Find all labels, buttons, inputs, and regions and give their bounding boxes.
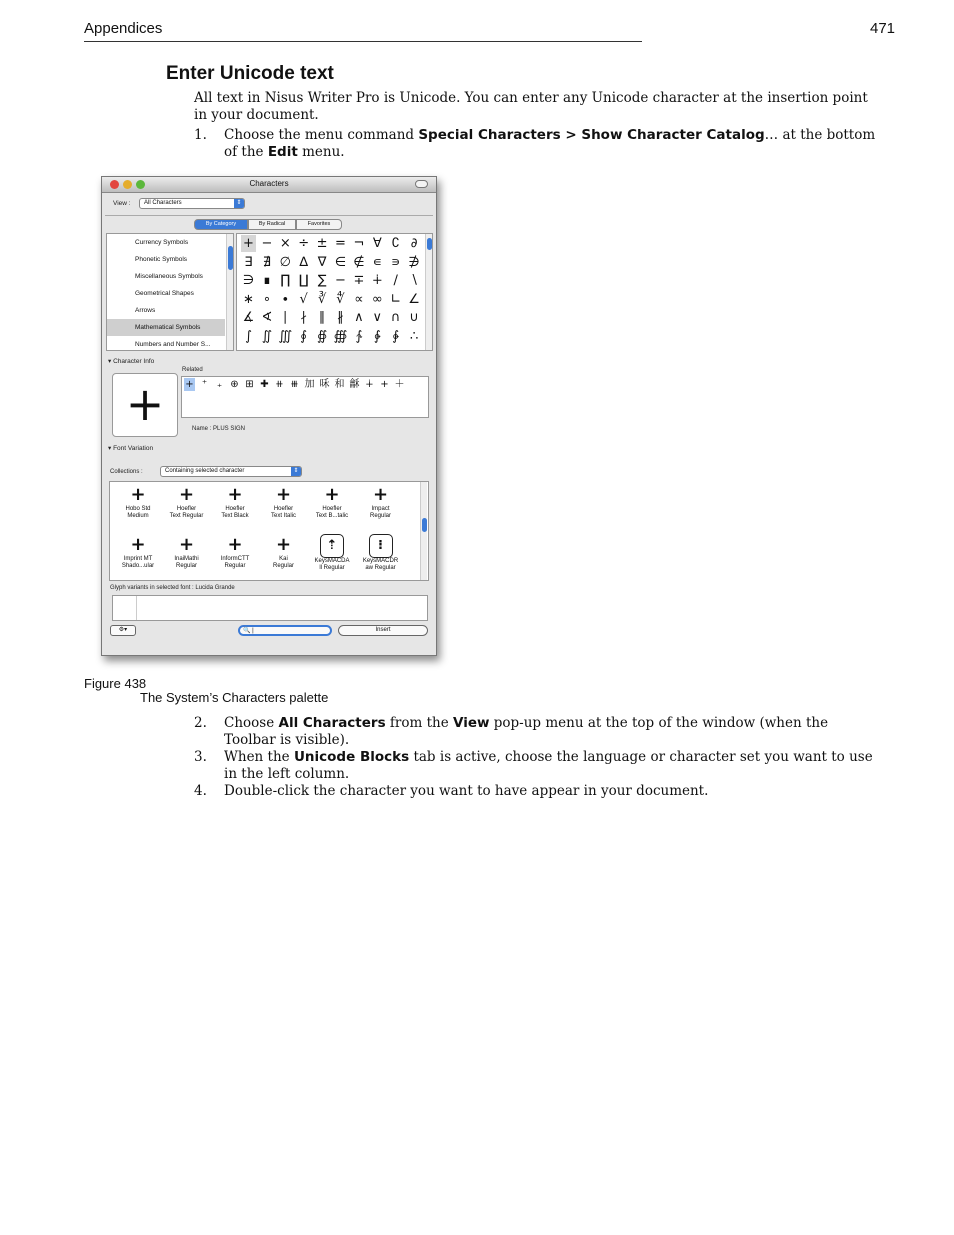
font-variation-label: ▾ Font Variation — [108, 445, 154, 452]
section-heading: Enter Unicode text — [166, 63, 334, 84]
collections-value: Containing selected character — [165, 468, 245, 474]
figure-caption: The System’s Characters palette — [140, 690, 329, 705]
font-glyph: ⁝ — [369, 534, 393, 558]
scroll-thumb[interactable] — [422, 518, 427, 532]
character-info-text: Character Info — [113, 358, 155, 365]
glyph-variants-box — [112, 595, 428, 621]
symbol-cell[interactable]: ∧ — [354, 310, 364, 325]
related-char[interactable]: ⊕ — [230, 379, 239, 390]
symbol-cell[interactable]: ∫ — [245, 328, 252, 344]
symbol-cell[interactable]: ∆ — [299, 254, 309, 270]
font-name: Impact — [371, 506, 390, 512]
category-scrollbar[interactable] — [226, 234, 233, 350]
font-variation-text: Font Variation — [113, 445, 154, 452]
view-popup[interactable] — [139, 198, 245, 209]
symbol-cell[interactable]: ∳ — [392, 328, 400, 344]
step-number: 1. — [194, 127, 207, 143]
symbol-cell[interactable]: ∄ — [262, 254, 271, 270]
symbol-cell[interactable]: ∢ — [261, 310, 273, 325]
step-number: 4. — [194, 783, 207, 799]
step-text: menu. — [297, 144, 345, 160]
symbol-cell[interactable]: ∜ — [336, 291, 345, 307]
font-style: Text B...talic — [315, 513, 349, 519]
related-char[interactable]: ∔ — [365, 379, 374, 390]
category-item[interactable]: Geometrical Shapes — [135, 290, 194, 297]
font-style: Regular — [175, 563, 197, 569]
symbol-cell[interactable]: ∏ — [280, 273, 291, 288]
scroll-thumb[interactable] — [228, 246, 233, 270]
symbol-cell[interactable]: ∣ — [282, 310, 289, 325]
tab-by-radical[interactable]: By Radical — [248, 219, 296, 230]
menu-item: All Characters — [278, 715, 386, 731]
character-info-label: ▾ Character Info — [108, 358, 155, 365]
symbol-cell[interactable]: ∍ — [391, 254, 401, 270]
step-text: Choose — [224, 715, 279, 731]
tab-by-category[interactable]: By Category — [194, 219, 248, 230]
view-label: View : — [113, 200, 131, 207]
font-glyph: + — [178, 534, 195, 555]
font-variation-cell[interactable] — [308, 484, 356, 520]
step-text: Choose the menu command — [224, 127, 419, 143]
tab-name: Unicode Blocks — [293, 749, 410, 765]
font-style: Text Italic — [270, 513, 296, 519]
symbol-cell[interactable]: ∞ — [371, 291, 383, 307]
step-2 — [194, 715, 884, 749]
header-section: Appendices — [84, 20, 163, 37]
tab-favorites[interactable]: Favorites — [296, 219, 342, 230]
font-variation-cell[interactable] — [308, 534, 356, 572]
characters-palette-window — [101, 176, 437, 656]
symbol-cell[interactable]: ∁ — [391, 236, 400, 251]
related-char[interactable]: + — [185, 379, 194, 390]
related-char[interactable]: 咊 — [319, 379, 330, 390]
symbol-cell[interactable]: ∅ — [279, 254, 291, 270]
symbol-cell[interactable]: ∂ — [410, 236, 418, 251]
font-scrollbar[interactable] — [420, 482, 427, 580]
font-style: aw Regular — [365, 565, 396, 571]
related-char[interactable]: ✚ — [260, 379, 269, 390]
step-3 — [194, 749, 884, 783]
font-variation-cell[interactable] — [260, 534, 308, 570]
font-glyph: + — [324, 484, 340, 505]
symbol-cell[interactable]: ∩ — [390, 310, 401, 325]
symbol-cell[interactable]: ± — [316, 236, 328, 251]
toolbar-toggle-icon[interactable] — [415, 180, 428, 188]
category-item[interactable]: Arrows — [135, 307, 156, 314]
insert-button[interactable]: Insert — [338, 625, 428, 636]
font-variation-cell[interactable] — [163, 534, 211, 570]
font-glyph: + — [178, 484, 195, 505]
symbol-cell[interactable]: ∌ — [408, 254, 420, 270]
glyph-variants-text: Glyph variants in selected font : — [110, 585, 194, 591]
font-style: Text Black — [221, 513, 249, 519]
related-char[interactable]: ₊ — [216, 379, 223, 390]
font-variation-cell[interactable] — [114, 484, 162, 520]
symbol-cell[interactable]: ∘ — [262, 291, 271, 307]
font-style: Medium — [127, 513, 149, 519]
page-number: 471 — [870, 20, 896, 37]
font-variation-cell[interactable] — [211, 484, 259, 520]
step-1 — [194, 127, 884, 161]
symbol-cell-selected[interactable]: + — [241, 235, 256, 252]
chevron-updown-icon: ⇕ — [234, 199, 244, 208]
symbol-cell[interactable]: ∓ — [353, 273, 365, 288]
symbol-cell[interactable]: ∃ — [244, 254, 253, 270]
font-glyph: + — [275, 484, 292, 505]
gear-menu-button[interactable]: ⚙▾ — [110, 625, 136, 636]
step-text: tab is active, choose the language or character set you want to use in the left column. — [224, 749, 873, 782]
collections-label: Collections : — [110, 469, 143, 475]
font-name: Hoefler — [273, 506, 294, 512]
step-text: When the — [224, 749, 294, 765]
symbol-cell[interactable]: ∭ — [278, 328, 293, 344]
symbol-cell[interactable]: − — [335, 273, 346, 288]
collections-popup[interactable] — [160, 466, 302, 477]
grid-scrollbar[interactable] — [425, 234, 432, 350]
related-char[interactable]: ⊞ — [245, 379, 254, 390]
divider — [136, 596, 137, 620]
character-name: Name : PLUS SIGN — [192, 426, 246, 432]
symbol-cell[interactable]: ∯ — [316, 328, 328, 344]
step-text: Double-click the character you want to have appear in your document. — [224, 783, 709, 799]
symbol-cell[interactable]: ÷ — [298, 236, 310, 251]
related-char[interactable]: 龢 — [349, 379, 360, 390]
related-char[interactable]: ⁺ — [201, 379, 208, 390]
symbol-cell[interactable]: ∖ — [409, 273, 419, 288]
symbol-cell[interactable]: ∀ — [372, 236, 382, 251]
symbol-cell[interactable]: ∗ — [243, 291, 254, 307]
running-header — [84, 20, 642, 42]
related-char[interactable]: 加 — [304, 379, 315, 390]
font-glyph: ⇡ — [320, 534, 344, 558]
symbol-cell[interactable]: ∐ — [298, 273, 309, 288]
symbol-cell[interactable]: ∱ — [355, 328, 363, 344]
font-name: Imprint MT — [123, 556, 153, 562]
step-text: … at the bottom of the — [224, 127, 876, 160]
font-name: Kai — [279, 556, 288, 562]
step-4 — [194, 783, 884, 800]
step-number: 3. — [194, 749, 207, 765]
symbol-cell[interactable]: ∛ — [317, 291, 327, 307]
symbol-cell[interactable]: ∟ — [390, 291, 402, 307]
search-input[interactable]: 🔍 | — [238, 625, 332, 636]
symbol-cell[interactable]: ∥ — [318, 310, 326, 325]
category-item[interactable]: Phonetic Symbols — [135, 256, 188, 263]
font-name: InaiMathi — [174, 556, 199, 562]
font-variation-cell[interactable] — [260, 484, 308, 520]
font-variation-cell[interactable] — [357, 484, 405, 520]
font-variation-cell[interactable] — [357, 534, 405, 572]
symbol-cell[interactable]: ∋ — [242, 273, 255, 288]
symbol-cell[interactable]: ∤ — [300, 310, 307, 325]
menu-name: Edit — [267, 144, 298, 160]
font-style: Regular — [369, 513, 391, 519]
symbol-cell[interactable]: ∦ — [337, 310, 344, 325]
font-name: Hoefler — [225, 506, 245, 512]
font-glyph: + — [227, 484, 243, 505]
font-variation-grid — [109, 481, 429, 581]
related-char[interactable]: ⧻ — [290, 379, 299, 390]
symbol-cell[interactable]: ∨ — [372, 310, 383, 325]
symbol-grid — [236, 233, 433, 351]
symbol-cell[interactable]: = — [335, 236, 346, 251]
related-characters — [181, 376, 429, 418]
symbol-cell[interactable]: ∠ — [408, 291, 420, 307]
chevron-updown-icon: ⇕ — [291, 467, 301, 476]
glyph-variants-font: Lucida Grande — [195, 585, 235, 591]
symbol-cell[interactable]: ∉ — [353, 254, 365, 270]
font-style: Regular — [224, 563, 246, 569]
related-char[interactable]: 和 — [334, 379, 345, 390]
intro-paragraph: All text in Nisus Writer Pro is Unicode. You can enter any Unicode character at the insertion point in your document. — [194, 90, 868, 123]
font-variation-cell[interactable] — [163, 484, 211, 520]
symbol-cell[interactable]: ∬ — [261, 328, 273, 344]
symbol-cell[interactable]: ¬ — [353, 236, 365, 251]
font-name: KeysMACDR — [362, 558, 399, 564]
font-style: Shado...ular — [121, 563, 155, 569]
step-number: 2. — [194, 715, 207, 731]
symbol-cell[interactable]: ∊ — [372, 254, 382, 270]
font-style: ll Regular — [319, 565, 345, 571]
glyph-variants-label — [110, 585, 235, 591]
related-char[interactable]: ＋ — [394, 379, 405, 390]
symbol-cell[interactable]: √ — [299, 291, 308, 307]
related-char[interactable]: ⧺ — [275, 379, 284, 390]
font-name: Hoefler — [176, 506, 197, 512]
font-name: KeysMACDA — [314, 558, 350, 564]
font-glyph: + — [275, 534, 292, 555]
symbol-cell[interactable]: ∕ — [393, 273, 398, 288]
step-text: pop-up menu at the top of the window (when the Toolbar is visible). — [224, 715, 829, 748]
step-text: from the — [385, 715, 453, 731]
title-bar — [102, 177, 436, 193]
font-style: Text Regular — [169, 513, 204, 519]
category-item[interactable]: Currency Symbols — [135, 239, 189, 246]
category-list — [106, 233, 234, 351]
search-icon: 🔍 — [243, 628, 251, 634]
font-name: InformCTT — [220, 556, 250, 562]
symbol-cell[interactable]: ∙ — [281, 291, 290, 307]
symbol-cell[interactable]: ∮ — [300, 328, 308, 344]
font-glyph: + — [130, 484, 146, 505]
symbol-cell[interactable]: ∎ — [262, 273, 272, 288]
font-variation-cell[interactable] — [114, 534, 162, 570]
symbol-cell[interactable]: − — [261, 236, 273, 251]
figure-label: Figure 438 — [84, 676, 147, 691]
scroll-thumb[interactable] — [427, 238, 432, 250]
symbol-cell[interactable]: ∔ — [371, 273, 383, 288]
category-item-selected[interactable]: Mathematical Symbols — [107, 319, 225, 336]
menu-command: Special Characters > Show Character Catalog — [418, 127, 765, 143]
font-glyph: + — [130, 534, 146, 555]
font-name: Hoefler — [322, 506, 342, 512]
category-item[interactable]: Numbers and Number S... — [135, 341, 211, 348]
font-style: Regular — [272, 563, 294, 569]
symbol-cell[interactable]: ∈ — [334, 254, 347, 270]
related-label: Related — [182, 367, 203, 373]
window-title: Characters — [249, 179, 289, 188]
category-item[interactable]: Miscellaneous Symbols — [135, 273, 203, 280]
font-glyph: + — [227, 534, 243, 555]
menu-name: View — [452, 715, 490, 731]
symbol-cell[interactable]: ∑ — [317, 273, 327, 288]
symbol-cell[interactable]: ∡ — [242, 310, 255, 325]
view-value: All Characters — [144, 200, 182, 206]
symbol-cell[interactable]: ∲ — [373, 328, 381, 344]
symbol-cell[interactable]: ∰ — [333, 328, 348, 344]
symbol-cell[interactable]: ∪ — [409, 310, 419, 325]
character-preview: + — [112, 373, 178, 437]
font-name: Hobo Std — [125, 506, 151, 512]
font-variation-cell[interactable] — [211, 534, 259, 570]
symbol-cell[interactable]: × — [279, 236, 291, 251]
related-char[interactable]: + — [380, 379, 389, 390]
symbol-cell[interactable]: ∇ — [317, 254, 327, 270]
symbol-cell[interactable]: ∴ — [409, 328, 419, 344]
symbol-cell[interactable]: ∝ — [354, 291, 364, 307]
font-glyph: + — [372, 484, 389, 505]
divider — [105, 215, 433, 216]
